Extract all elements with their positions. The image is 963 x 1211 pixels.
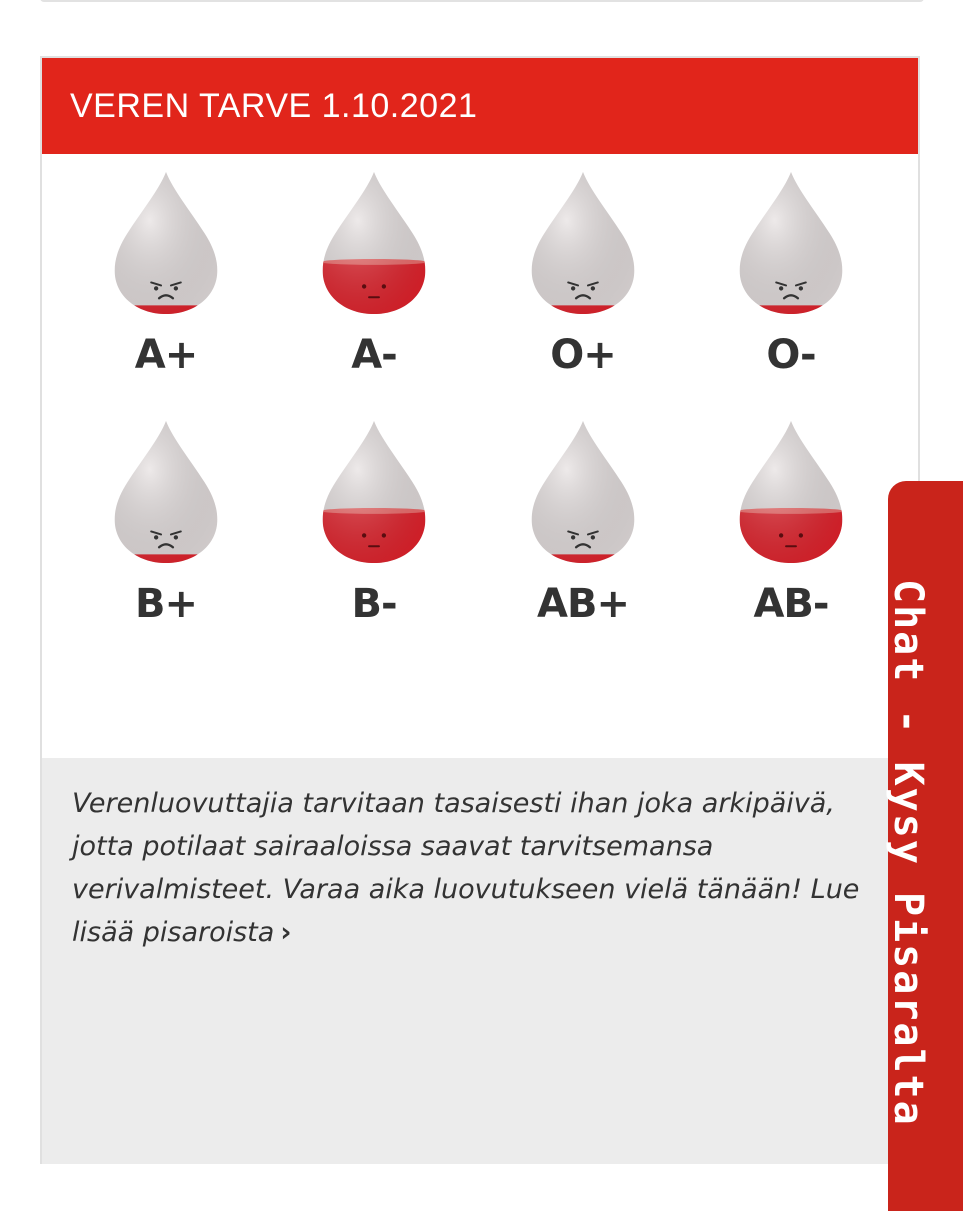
blood-drop-icon bbox=[111, 168, 221, 318]
chat-button[interactable] bbox=[885, 481, 963, 1211]
blood-drop-icon bbox=[736, 168, 846, 318]
blood-type-o-neg bbox=[701, 168, 881, 408]
info-text bbox=[72, 782, 862, 954]
blood-type-ab-negpos bbox=[493, 417, 673, 657]
blood-type-grid bbox=[42, 154, 918, 758]
blood-type-o-negpos bbox=[493, 168, 673, 408]
blood-type-label: A- bbox=[351, 332, 397, 378]
blood-type-b-negpos bbox=[76, 417, 256, 657]
blood-drop-icon bbox=[528, 168, 638, 318]
blood-type-label: AB- bbox=[753, 581, 829, 627]
chevron-right-icon: › bbox=[280, 917, 292, 948]
previous-card-edge bbox=[40, 0, 924, 2]
blood-type-label: B- bbox=[351, 581, 397, 627]
blood-type-b-neg bbox=[284, 417, 464, 657]
blood-type-label: AB+ bbox=[537, 581, 629, 627]
read-more-label: Lue lisää pisaroista bbox=[72, 874, 860, 948]
info-panel bbox=[42, 758, 918, 1164]
blood-drop-icon bbox=[111, 417, 221, 567]
blood-drop-icon bbox=[528, 417, 638, 567]
blood-need-card bbox=[40, 56, 920, 1164]
blood-drop-icon bbox=[319, 417, 429, 567]
blood-type-a-neg bbox=[284, 168, 464, 408]
chat-button-label: Chat - Kysy Pisaralta bbox=[885, 579, 931, 1127]
blood-drop-icon bbox=[319, 168, 429, 318]
blood-drop-icon bbox=[736, 417, 846, 567]
info-paragraph: Verenluovuttajia tarvitaan tasaisesti ihan joka arkipäivä, jotta potilaat sairaaloissa saavat tarvitsemansa verivalmisteet. Varaa aika luovutukseen vielä tänään! bbox=[72, 788, 835, 905]
blood-type-ab-neg bbox=[701, 417, 881, 657]
blood-type-label: O- bbox=[766, 332, 816, 378]
blood-type-label: A+ bbox=[134, 332, 198, 378]
card-title: VEREN TARVE 1.10.2021 bbox=[70, 86, 478, 125]
blood-type-label: O+ bbox=[550, 332, 616, 378]
blood-type-label: B+ bbox=[134, 581, 197, 627]
blood-type-a-negpos bbox=[76, 168, 256, 408]
card-header bbox=[42, 58, 918, 154]
